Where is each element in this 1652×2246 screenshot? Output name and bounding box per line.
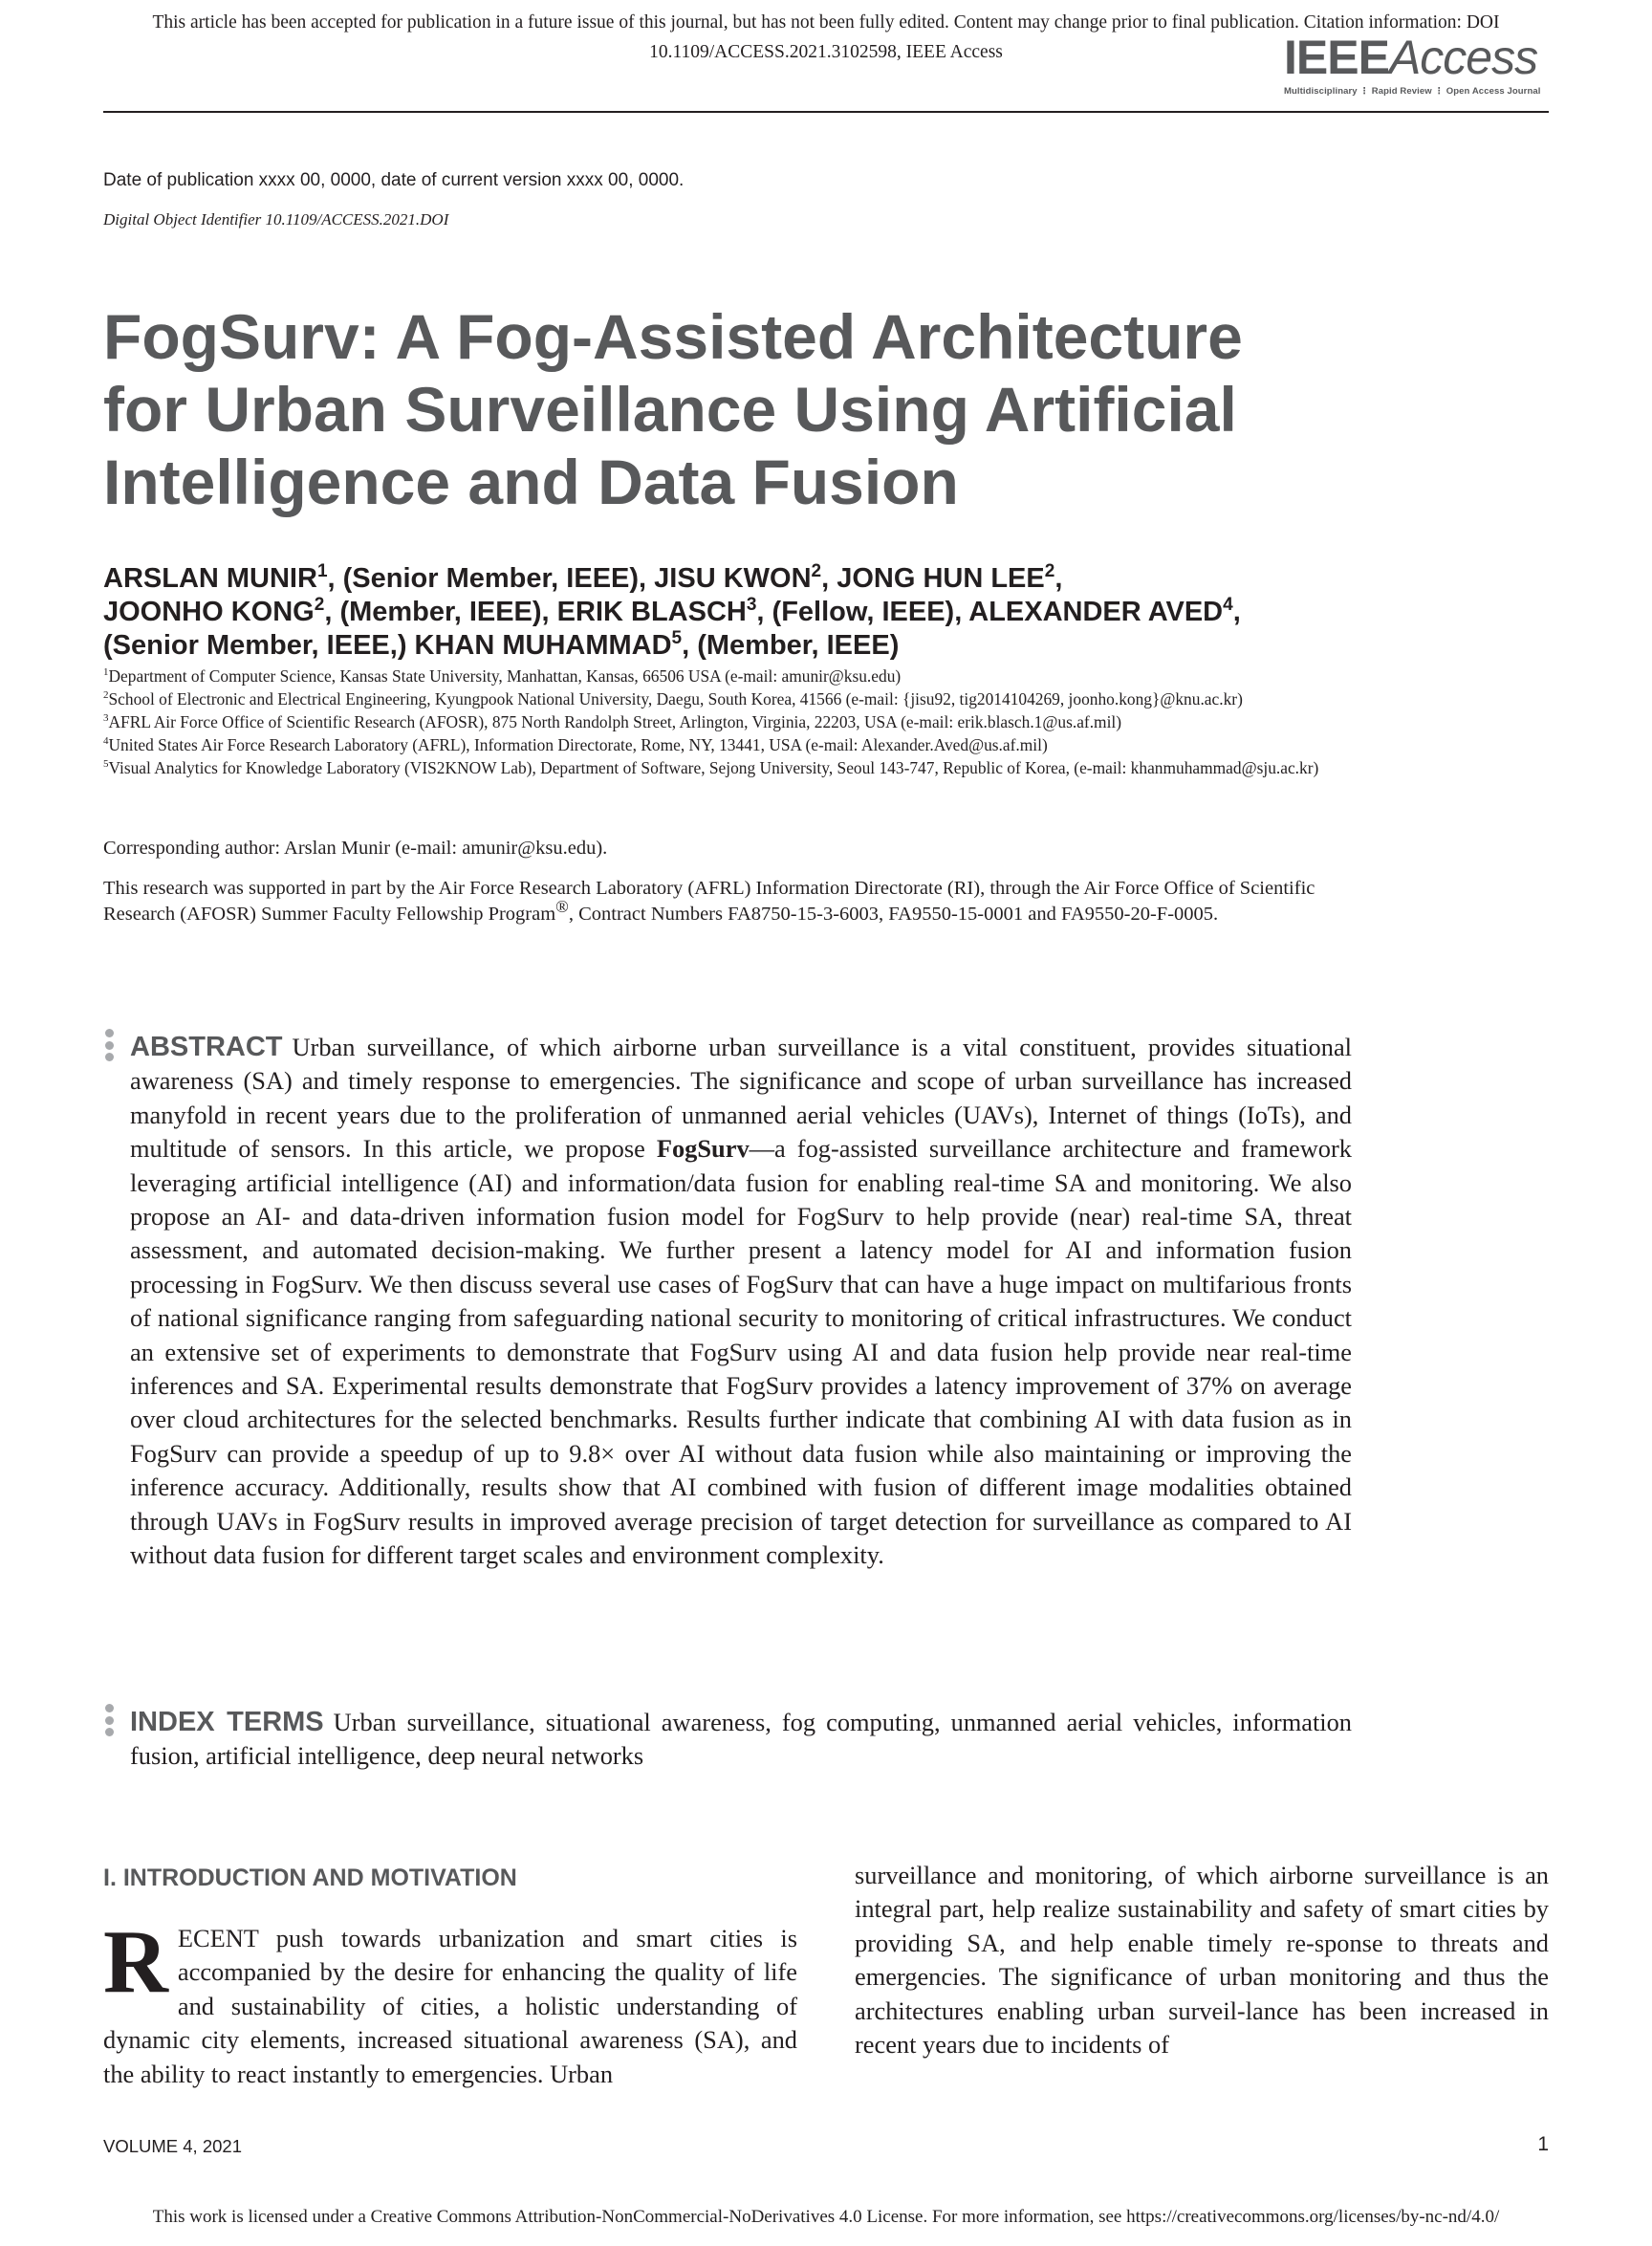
affiliation-item (103, 687, 1337, 710)
author-affil-num: 5 (671, 628, 683, 649)
author-name: ALEXANDER AVED (968, 597, 1224, 627)
license-notice: This work is licensed under a Creative Commons Attribution-NonCommercial-NoDerivatives 4.0 License. For more information, see https://creativecommons.org/licenses/by-nc-nd/4.0/ (152, 2207, 1500, 2227)
drop-cap: R (103, 1912, 168, 2012)
abstract-dots-icon (105, 1029, 115, 1065)
author-affil-num: 3 (746, 595, 757, 616)
funding-text: This research was supported in part by the Air Force Research Laboratory (AFRL) Information Directorate (RI), through the Air Force Office of Scientific Research (AFOSR) Summer Faculty Fellowship Program (103, 878, 1315, 925)
title-line-2: for Urban Surveillance Using Artificial (103, 374, 1237, 445)
author-affil-num: 2 (811, 561, 822, 582)
author-list (103, 562, 1384, 663)
index-terms-text: Urban surveillance, situational awareness, fog computing, unmanned aerial vehicles, information fusion, artificial intelligence, deep neural networks (130, 1708, 1353, 1771)
author-role: , (Member, IEEE), (324, 597, 557, 627)
author-role: (Senior Member, IEEE,) (103, 630, 415, 661)
title-line-3: Intelligence and Data Fusion (103, 447, 959, 517)
author-name: KHAN MUHAMMAD (414, 630, 672, 661)
abstract-bold-term: FogSurv (656, 1134, 750, 1164)
author-line-1 (103, 562, 1384, 596)
index-terms-dots-icon (105, 1704, 115, 1740)
affiliation-text: Department of Computer Science, Kansas State University, Manhattan, Kansas, 66506 USA (e-mail: amunir@ksu.edu) (108, 666, 902, 686)
author-role: , (Fellow, IEEE), (756, 597, 969, 627)
logo-ieee: IEEE (1284, 31, 1389, 84)
abstract-text-cont: —a fog-assisted surveillance architecture and framework leveraging artificial intelligence (AI) and information/data fusion for enabling real-time SA and monitoring. We also propose an AI- and data-driven information fusion model for FogSurv to help provide (near) real-time SA, threat assessment, and automated decision-making. We further present a latency model for AI and information fusion processing in FogSurv. We then discuss several use cases of FogSurv that can have a huge impact on multifarious fronts of national significance ranging from safeguarding national security to monitoring of critical infrastructures. We conduct an extensive set of experiments to demonstrate that FogSurv using AI and data fusion help provide near real-time inferences and SA. Experimental results demonstrate that FogSurv provides a latency improvement of 37% on average over cloud architectures for the selected benchmarks. Results further indicate that combining AI with data fusion as in FogSurv can provide a speedup of up to 9.8× over AI without data fusion while also maintaining or improving the inference accuracy. Additionally, results show that AI combined with fusion of different image modalities obtained through UAVs in FogSurv results in improved average precision of target detection for surveillance as compared to AI without data fusion for different target scales and environment complexity. (130, 1134, 1352, 1570)
author-role: , (821, 563, 837, 594)
author-line-2 (103, 596, 1384, 629)
index-terms (130, 1706, 1352, 1774)
abstract (130, 1031, 1352, 1573)
author-name: ARSLAN MUNIR (103, 563, 317, 594)
author-name: JOONHO KONG (103, 597, 315, 627)
title-line-1: FogSurv: A Fog-Assisted Architecture (103, 301, 1243, 372)
publication-date: Date of publication xxxx 00, 0000, date of current version xxxx 00, 0000. (103, 170, 685, 190)
corresponding-author: Corresponding author: Arslan Munir (e-mail: amunir@ksu.edu). (103, 838, 608, 859)
index-terms-heading: INDEX TERMS (130, 1707, 324, 1737)
page-number: 1 (1537, 2133, 1549, 2155)
affiliation-num: 2 (103, 689, 109, 702)
affiliation-item (103, 665, 1337, 687)
digital-object-identifier: Digital Object Identifier 10.1109/ACCESS.2021.DOI (103, 210, 449, 229)
affiliation-num: 4 (103, 735, 109, 748)
author-affil-num: 2 (1044, 561, 1055, 582)
abstract-text: Urban surveillance, of which airborne urban surveillance is a vital constituent, provides situational awareness (SA) and timely response to emergencies. The significance and scope of urban surveillance has increased manyfold in recent years due to the proliferation of unmanned aerial vehicles (UAVs), Internet of things (IoTs), and multitude of sensors. In this article, we propose (130, 1033, 1352, 1164)
volume-label: VOLUME 4, 2021 (103, 2136, 242, 2156)
body-column-left (103, 1912, 797, 2091)
affiliation-num: 1 (103, 666, 109, 679)
affiliation-num: 5 (103, 758, 109, 771)
author-affil-num: 2 (314, 595, 325, 616)
affiliation-text: School of Electronic and Electrical Engineering, Kyungpook National University, Daegu, South Korea, 41566 (e-mail: {jisu92, tig2014104269, joonho.kong}@knu.ac.kr) (108, 689, 1243, 709)
abstract-heading: ABSTRACT (130, 1032, 283, 1062)
affiliation-text: AFRL Air Force Office of Scientific Research (AFOSR), 875 North Randolph Street, Arlington, Virginia, 22203, USA (e-mail: erik.blasch.1@us.af.mil) (108, 712, 1122, 731)
affiliation-text: Visual Analytics for Knowledge Laboratory (VIS2KNOW Lab), Department of Software, Sejong University, Seoul 143-747, Republic of Korea, (e-mail: khanmuhammad@sju.ac.kr) (108, 758, 1319, 777)
logo-tagline: Multidisciplinary ⋮ Rapid Review ⋮ Open Access Journal (1284, 86, 1541, 97)
author-role: , (1232, 597, 1241, 627)
author-affil-num: 4 (1223, 595, 1233, 616)
body-text-left: ECENT push towards urbanization and smart cities is accompanied by the desire for enhancing the quality of life and sustainability of cities, a holistic understanding of dynamic city elements, increased situational awareness (SA), and the ability to react instantly to emergencies. Urban (103, 1924, 797, 2088)
banner-line-1: This article has been accepted for publication in a future issue of this journal, but has not been fully edited. Content may change prior to final publication. Citation information: DOI (152, 12, 1500, 33)
author-role: , (Member, IEEE) (682, 630, 900, 661)
affiliation-text: United States Air Force Research Laboratory (AFRL), Information Directorate, Rome, NY, 13441, USA (e-mail: Alexander.Aved@us.af.mil) (108, 735, 1048, 754)
header-rule (103, 111, 1549, 113)
funding-text-cont: , Contract Numbers FA8750-15-3-6003, FA9550-15-0001 and FA9550-20-F-0005. (568, 904, 1219, 925)
logo-wordmark (1284, 29, 1552, 86)
funding-note (103, 876, 1337, 927)
author-role: , (1054, 563, 1063, 594)
banner-line-2: 10.1109/ACCESS.2021.3102598, IEEE Access (649, 42, 1003, 62)
author-line-3 (103, 629, 1384, 663)
author-affil-num: 1 (316, 561, 328, 582)
author-role: , (Senior Member, IEEE), (327, 563, 655, 594)
ieee-access-logo (1284, 29, 1552, 103)
registered-mark: ® (555, 897, 569, 917)
paper-title (103, 300, 1394, 518)
author-name: JISU KWON (654, 563, 812, 594)
affiliation-item (103, 733, 1337, 756)
section-heading: I. INTRODUCTION AND MOTIVATION (103, 1864, 517, 1891)
author-name: ERIK BLASCH (556, 597, 747, 627)
logo-access: Access (1388, 31, 1538, 84)
affiliation-item (103, 756, 1337, 779)
affiliation-item (103, 710, 1337, 733)
author-name: JONG HUN LEE (837, 563, 1045, 594)
affiliation-num: 3 (103, 712, 109, 725)
affiliations (103, 665, 1337, 779)
body-column-right: surveillance and monitoring, of which airborne surveillance is an integral part, help realize sustainability and safety of smart cities by providing SA, and help enable timely re-sponse to threats and emergencies. The significance of urban monitoring and thus the architectures enabling urban surveil-lance has been increased in recent years due to incidents of (855, 1861, 1549, 2060)
